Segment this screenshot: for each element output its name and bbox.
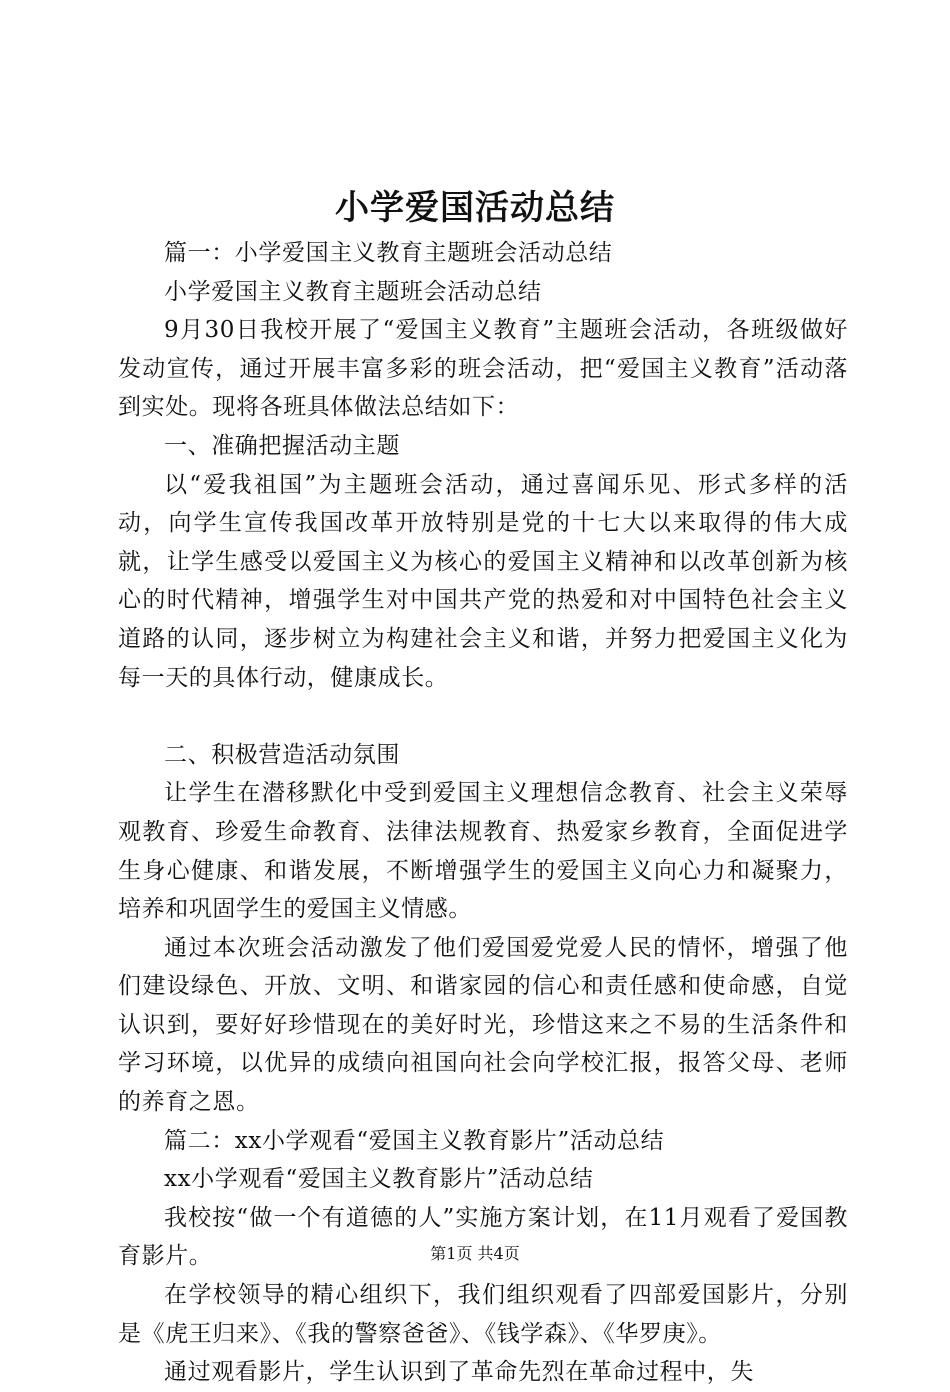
body-paragraph: 在学校领导的精心组织下，我们组织观看了四部爱国影片，分别是《虎王归来》、《我的警察爸爸》、《钱学森》、《华罗庚》。 — [118, 1282, 848, 1347]
body-paragraph: 通过观看影片，学生认识到了革命先烈在革命过程中，失 — [164, 1359, 754, 1386]
body-paragraph: 我校按“做一个有道德的人”实施方案计划，在11月观看了爱国教育影片。 — [118, 1204, 848, 1270]
article-subtitle: 小学爱国主义教育主题班会活动总结 — [164, 278, 542, 305]
body-paragraph: 9月30日我校开展了“爱国主义教育”主题班会活动，各班级做好发动宣传，通过开展丰富多彩的班会活动，把“爱国主义教育”活动落到实处。现将各班具体做法总结如下： — [118, 317, 848, 421]
document-title: 小学爱国活动总结 — [335, 188, 615, 228]
body-paragraph: 以“爱我祖国”为主题班会活动，通过喜闻乐见、形式多样的活动，向学生宣传我国改革开放特别是党的十七大以来取得的伟大成就，让学生感受以爱国主义为核心的爱国主义精神和以改革创新为核心的时代精神，增强学生对中国共产党的热爱和对中国特色社会主义道路的认同，逐步树立为构建社会主义和谐，并努力把爱国主义化为每一天的具体行动，健康成长。 — [118, 471, 848, 691]
page-footer: 第1页 共4页 — [430, 1244, 520, 1263]
section-heading: 篇一：小学爱国主义教育主题班会活动总结 — [164, 240, 613, 266]
section-heading: 篇二：xx小学观看“爱国主义教育影片”活动总结 — [164, 1127, 665, 1154]
body-paragraph: 通过本次班会活动激发了他们爱国爱党爱人民的情怀，增强了他们建设绿色、开放、文明、和谐家园的信心和责任感和使命感，自觉认识到，要好好珍惜现在的美好时光，珍惜这来之不易的生活条件和学习环境，以优异的成绩向祖国向社会向学校汇报，报答父母、老师的养育之恩。 — [118, 934, 848, 1116]
subsection-heading: 二、积极营造活动氛围 — [164, 741, 400, 768]
document-body — [118, 234, 848, 1392]
article-subtitle: xx小学观看“爱国主义教育影片”活动总结 — [164, 1166, 594, 1193]
subsection-heading: 一、准确把握活动主题 — [164, 432, 400, 459]
body-paragraph: 让学生在潜移默化中受到爱国主义理想信念教育、社会主义荣辱观教育、珍爱生命教育、法律法规教育、热爱家乡教育，全面促进学生身心健康、和谐发展，不断增强学生的爱国主义向心力和凝聚力，培养和巩固学生的爱国主义情感。 — [118, 780, 848, 923]
paragraph-spacer — [118, 697, 848, 736]
